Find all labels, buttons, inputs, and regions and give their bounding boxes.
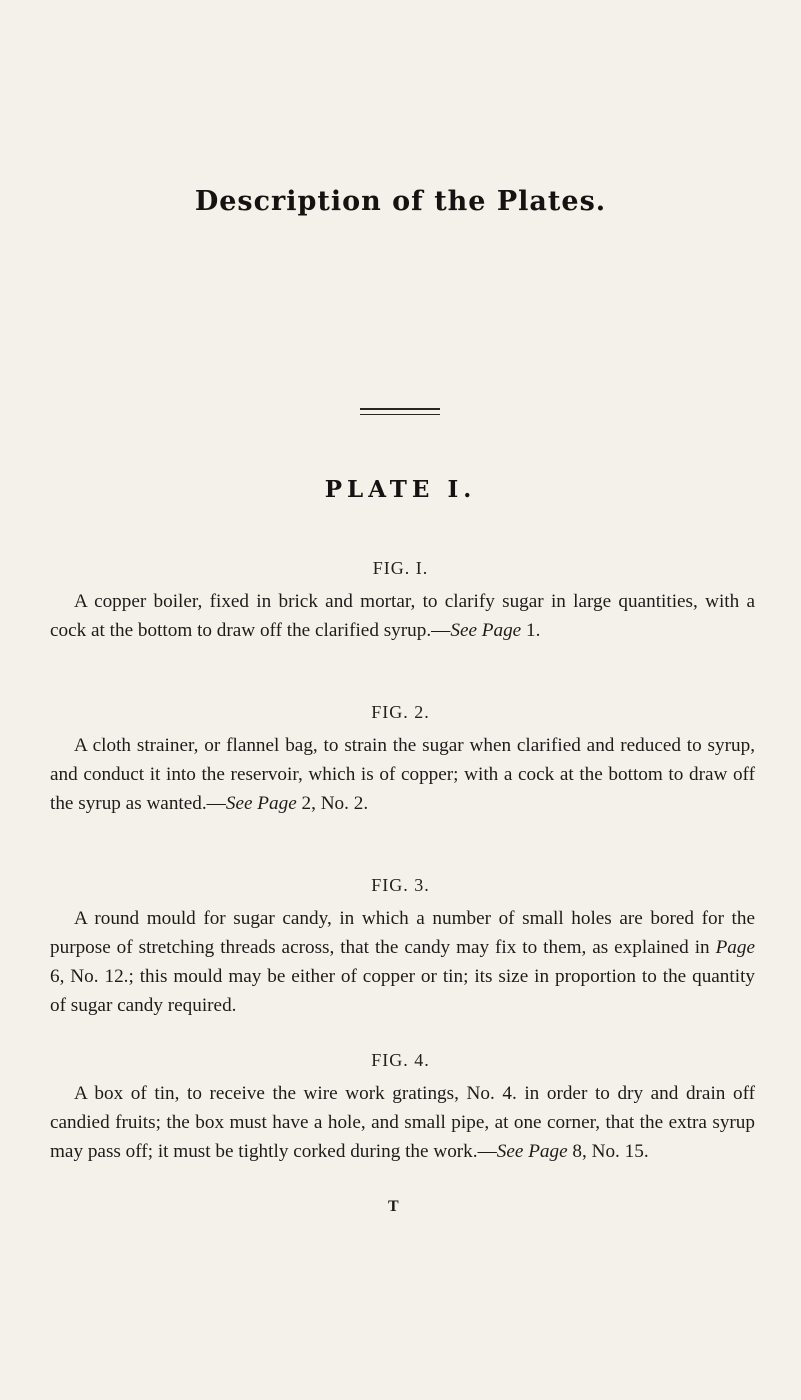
fig-3-reference: Page bbox=[715, 937, 755, 958]
page-title: Description of the Plates. bbox=[194, 186, 607, 217]
fig-1-text: A copper boiler, fixed in brick and mortar, to clarify sugar in large quantities, with a cock at the bottom to draw off the clarified syrup.— bbox=[50, 591, 755, 641]
plate-heading: PLATE I. bbox=[324, 476, 477, 503]
fig-3-text-after: 6, No. 12.; this mould may be either of copper or tin; its size in proportion to the quantity of sugar candy required. bbox=[50, 966, 755, 1016]
fig-2-reference: See Page bbox=[225, 793, 297, 814]
fig-2-reference-tail: 2, No. 2. bbox=[296, 793, 369, 814]
fig-2-heading: FIG. 2. bbox=[371, 702, 430, 722]
signature-mark: T bbox=[388, 1198, 399, 1215]
fig-4-description bbox=[50, 1079, 755, 1166]
fig-1-heading: FIG. I. bbox=[372, 558, 429, 578]
fig-2-description bbox=[50, 731, 755, 818]
fig-4-reference: See Page bbox=[496, 1141, 568, 1162]
fig-3-text-before: A round mould for sugar candy, in which a number of small holes are bored for the purpose of stretching threads across, that the candy may fix to them, as explained in bbox=[50, 908, 755, 958]
title-rule-thick bbox=[360, 408, 440, 410]
fig-2-text: A cloth strainer, or flannel bag, to strain the sugar when clarified and reduced to syrup, and conduct it into the reservoir, which is of copper; with a cock at the bottom to draw off the syrup as wanted.— bbox=[50, 735, 755, 814]
fig-4-text: A box of tin, to receive the wire work gratings, No. 4. in order to dry and drain off candied fruits; the box must have a hole, and small pipe, at one corner, that the extra syrup may pass off; it must be tightly corked during the work.— bbox=[50, 1083, 755, 1162]
fig-1-reference: See Page bbox=[450, 620, 522, 641]
fig-4-heading: FIG. 4. bbox=[371, 1050, 430, 1070]
fig-1-reference-tail: 1. bbox=[521, 620, 541, 641]
fig-4-reference-tail: 8, No. 15. bbox=[567, 1141, 649, 1162]
title-rule-thin bbox=[360, 414, 440, 415]
fig-3-description bbox=[50, 904, 755, 1020]
fig-3-heading: FIG. 3. bbox=[371, 875, 430, 895]
fig-1-description bbox=[50, 587, 755, 645]
